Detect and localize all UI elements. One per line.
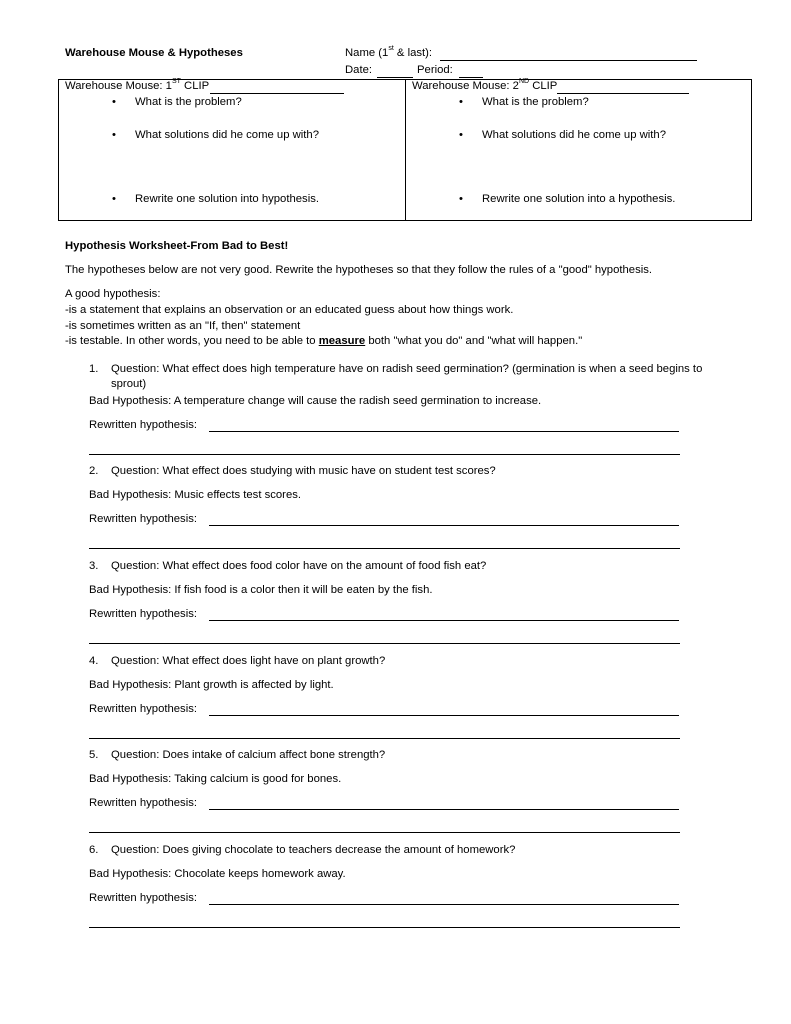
bullet-icon: •: [459, 129, 463, 141]
rule-1: -is a statement that explains an observation or an educated guess about how things work.: [65, 304, 514, 316]
rewrite-line-2[interactable]: [209, 525, 679, 526]
intro-text: The hypotheses below are not very good. Rewrite the hypotheses so that they follow the rules of a "good" hypothesis.: [65, 264, 653, 276]
date-input-line[interactable]: [377, 77, 413, 78]
bad-hypothesis-6: Bad Hypothesis: Chocolate keeps homework away.: [89, 868, 346, 880]
answer-line-1[interactable]: [89, 454, 680, 455]
date-label: Date:: [345, 64, 373, 76]
rewrite-label-3: Rewritten hypothesis:: [89, 608, 197, 620]
bad-hypothesis-4: Bad Hypothesis: Plant growth is affected by light.: [89, 679, 334, 691]
rewrite-label-5: Rewritten hypothesis:: [89, 797, 197, 809]
answer-line-3[interactable]: [89, 643, 680, 644]
bullet-icon: •: [459, 193, 463, 205]
period-label: Period:: [417, 64, 453, 76]
worksheet-title: Warehouse Mouse & Hypotheses: [65, 47, 243, 59]
clip-2-bullet-problem: • What is the problem?: [459, 96, 589, 108]
rewrite-label-1: Rewritten hypothesis:: [89, 419, 197, 431]
good-hypothesis-label: A good hypothesis:: [65, 288, 161, 300]
clip-1-bullet-hypothesis: • Rewrite one solution into hypothesis.: [112, 193, 319, 205]
video-clip-table: [58, 79, 752, 221]
answer-line-6[interactable]: [89, 927, 680, 928]
clip-1-cell: [59, 80, 406, 220]
rewrite-line-3[interactable]: [209, 620, 679, 621]
bullet-icon: •: [112, 129, 116, 141]
rewrite-line-4[interactable]: [209, 715, 679, 716]
clip-2-title: Warehouse Mouse: 2ND CLIP: [412, 78, 558, 92]
period-input-line[interactable]: [459, 77, 483, 78]
bullet-icon: •: [459, 96, 463, 108]
rewrite-label-4: Rewritten hypothesis:: [89, 703, 197, 715]
clip-1-title: Warehouse Mouse: 1ST CLIP: [65, 78, 210, 92]
clip-1-bullet-solutions: • What solutions did he come up with?: [112, 129, 319, 141]
bullet-icon: •: [112, 193, 116, 205]
answer-line-2[interactable]: [89, 548, 680, 549]
answer-line-5[interactable]: [89, 832, 680, 833]
rewrite-label-2: Rewritten hypothesis:: [89, 513, 197, 525]
rule-2: -is sometimes written as an "If, then" statement: [65, 320, 301, 332]
name-label: Name (1st & last):: [345, 45, 433, 59]
rewrite-label-6: Rewritten hypothesis:: [89, 892, 197, 904]
clip-1-title-line[interactable]: [210, 93, 344, 94]
question-1-continued: sprout): [111, 378, 147, 390]
rewrite-line-1[interactable]: [209, 431, 679, 432]
clip-2-bullet-hypothesis: • Rewrite one solution into a hypothesis.: [459, 193, 676, 205]
worksheet-heading: Hypothesis Worksheet-From Bad to Best!: [65, 240, 289, 252]
bad-hypothesis-2: Bad Hypothesis: Music effects test scores.: [89, 489, 302, 501]
clip-2-bullet-solutions: • What solutions did he come up with?: [459, 129, 666, 141]
rewrite-line-5[interactable]: [209, 809, 679, 810]
answer-line-4[interactable]: [89, 738, 680, 739]
bad-hypothesis-3: Bad Hypothesis: If fish food is a color then it will be eaten by the fish.: [89, 584, 433, 596]
bullet-icon: •: [112, 96, 116, 108]
name-input-line[interactable]: [440, 60, 697, 61]
clip-1-bullet-problem: • What is the problem?: [112, 96, 242, 108]
bad-hypothesis-5: Bad Hypothesis: Taking calcium is good for bones.: [89, 773, 342, 785]
bad-hypothesis-1: Bad Hypothesis: A temperature change will cause the radish seed germination to increase.: [89, 395, 542, 407]
rewrite-line-6[interactable]: [209, 904, 679, 905]
clip-2-title-line[interactable]: [557, 93, 689, 94]
rule-3: -is testable. In other words, you need to be able to measure both "what you do" and "what will happen.": [65, 335, 583, 347]
clip-2-cell: [406, 80, 751, 220]
